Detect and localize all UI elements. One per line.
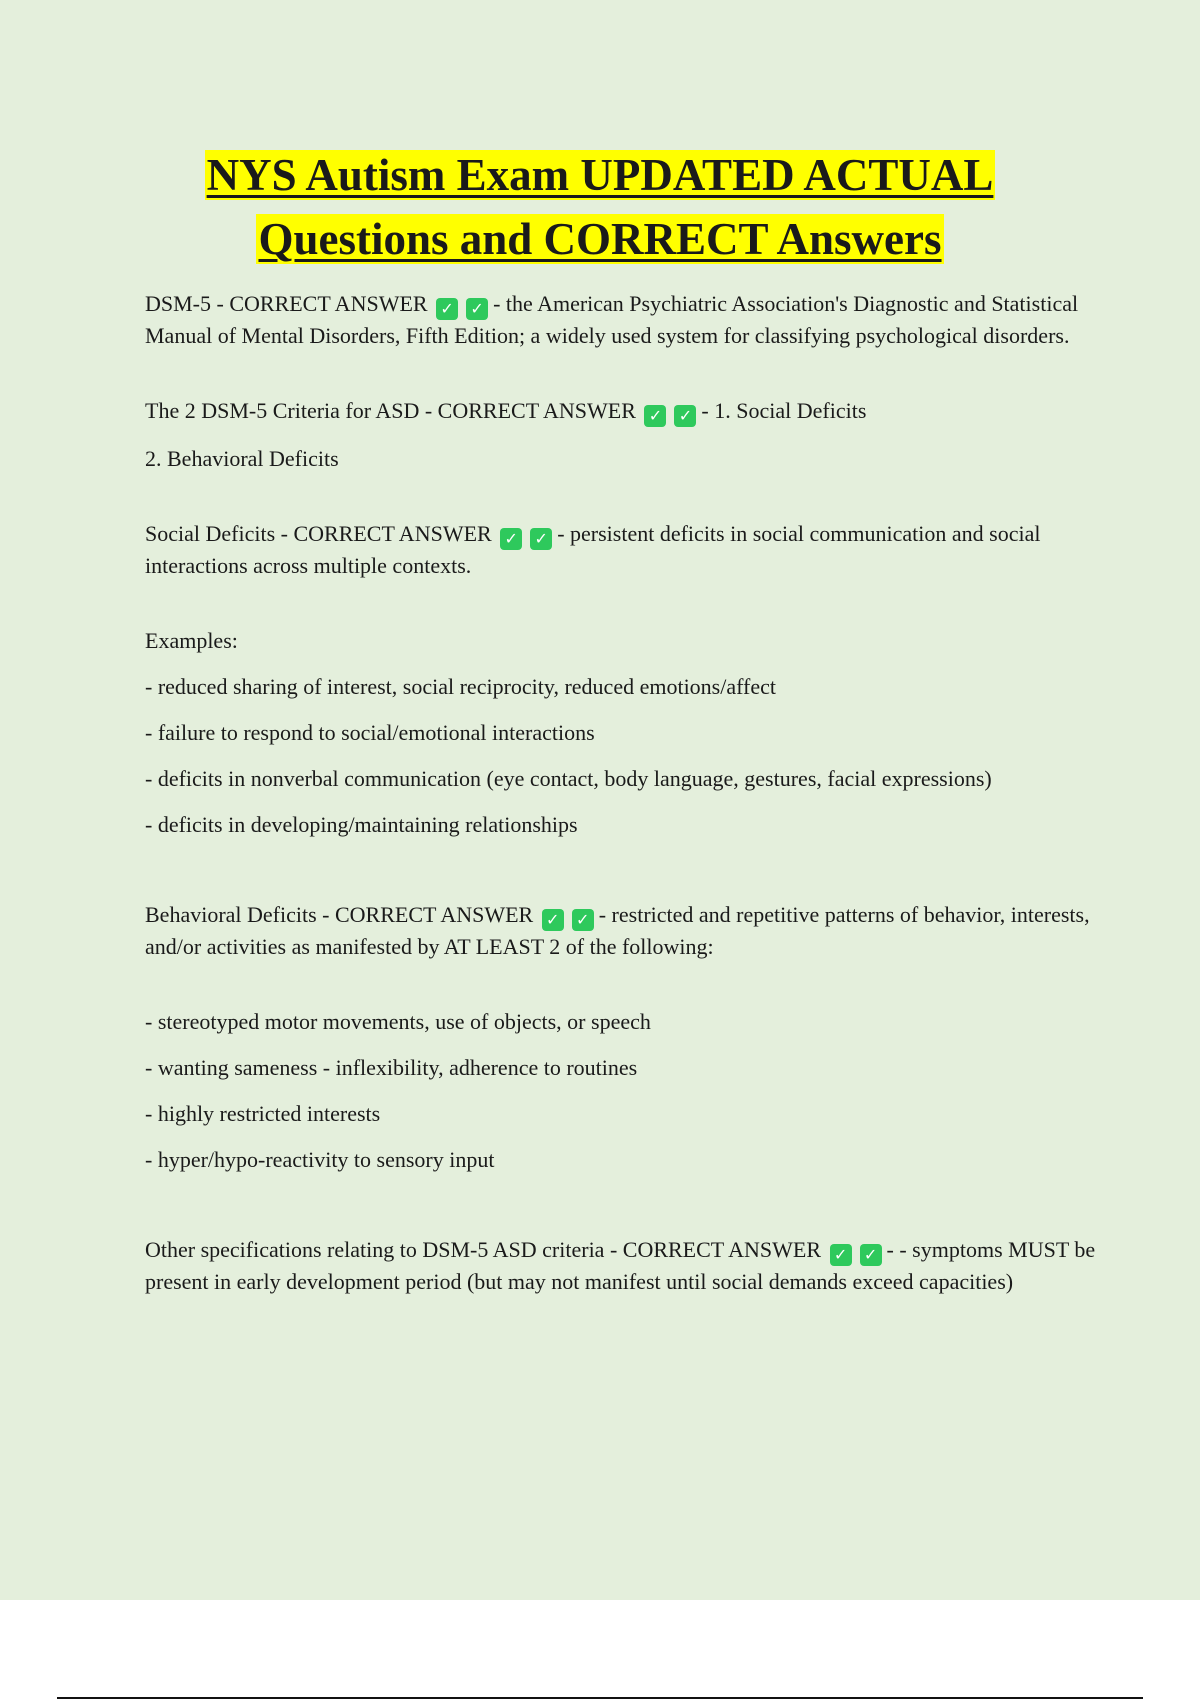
check-icon: ✓ [500,528,522,550]
entry-term: The 2 DSM-5 Criteria for ASD - CORRECT ANSWER [145,398,636,423]
behavior-item: - highly restricted interests [145,1101,381,1126]
behavior-item: - hyper/hypo-reactivity to sensory input [145,1147,495,1172]
entry-other-specifications [145,1234,1100,1297]
entry-behavioral-deficits [145,899,1100,962]
behavior-item: - stereotyped motor movements, use of objects, or speech [145,1009,651,1034]
entry-term: DSM-5 - CORRECT ANSWER [145,291,428,316]
example-item: - deficits in developing/maintaining relationships [145,812,578,837]
example-item: - deficits in nonverbal communication (eye contact, body language, gestures, facial expressions) [145,766,992,791]
title-line-1: NYS Autism Exam UPDATED ACTUAL [206,150,994,200]
entry-criteria [145,395,1100,427]
check-icon: ✓ [644,405,666,427]
check-icon: ✓ [530,528,552,550]
check-icon: ✓ [436,298,458,320]
entry-term: Behavioral Deficits - CORRECT ANSWER [145,902,534,927]
entry-dsm5 [145,288,1100,351]
check-icon: ✓ [466,298,488,320]
check-icon: ✓ [572,909,594,931]
document-body [145,288,1100,1297]
entry-definition: - the American Psychiatric Association's Diagnostic and Statistical Manual of Mental Disorders, Fifth Edition; a widely used system for classifying psychological disorders. [145,291,1079,348]
examples-label: Examples: [145,628,238,653]
entry-definition: - persistent deficits in social communication and social interactions across multiple contexts. [145,521,1041,578]
behavior-item: - wanting sameness - inflexibility, adherence to routines [145,1055,638,1080]
entry-definition: - 1. Social Deficits [701,398,867,423]
check-icon: ✓ [674,405,696,427]
check-icon: ✓ [860,1244,882,1266]
entry-term: Other specifications relating to DSM-5 ASD criteria - CORRECT ANSWER [145,1237,822,1262]
check-icon: ✓ [542,909,564,931]
criteria-line-2: 2. Behavioral Deficits [145,446,339,471]
entry-definition: - - symptoms MUST be present in early development period (but may not manifest until social demands exceed capacities) [145,1237,1096,1294]
document-title [0,143,1200,271]
entry-social-deficits [145,518,1100,581]
entry-definition: - restricted and repetitive patterns of behavior, interests, and/or activities as manifested by AT LEAST 2 of the following: [145,902,1090,959]
title-line-2: Questions and CORRECT Answers [258,214,942,264]
check-icon: ✓ [830,1244,852,1266]
entry-term: Social Deficits - CORRECT ANSWER [145,521,492,546]
example-item: - failure to respond to social/emotional interactions [145,720,595,745]
example-item: - reduced sharing of interest, social reciprocity, reduced emotions/affect [145,674,777,699]
footer-divider [57,1697,1143,1699]
